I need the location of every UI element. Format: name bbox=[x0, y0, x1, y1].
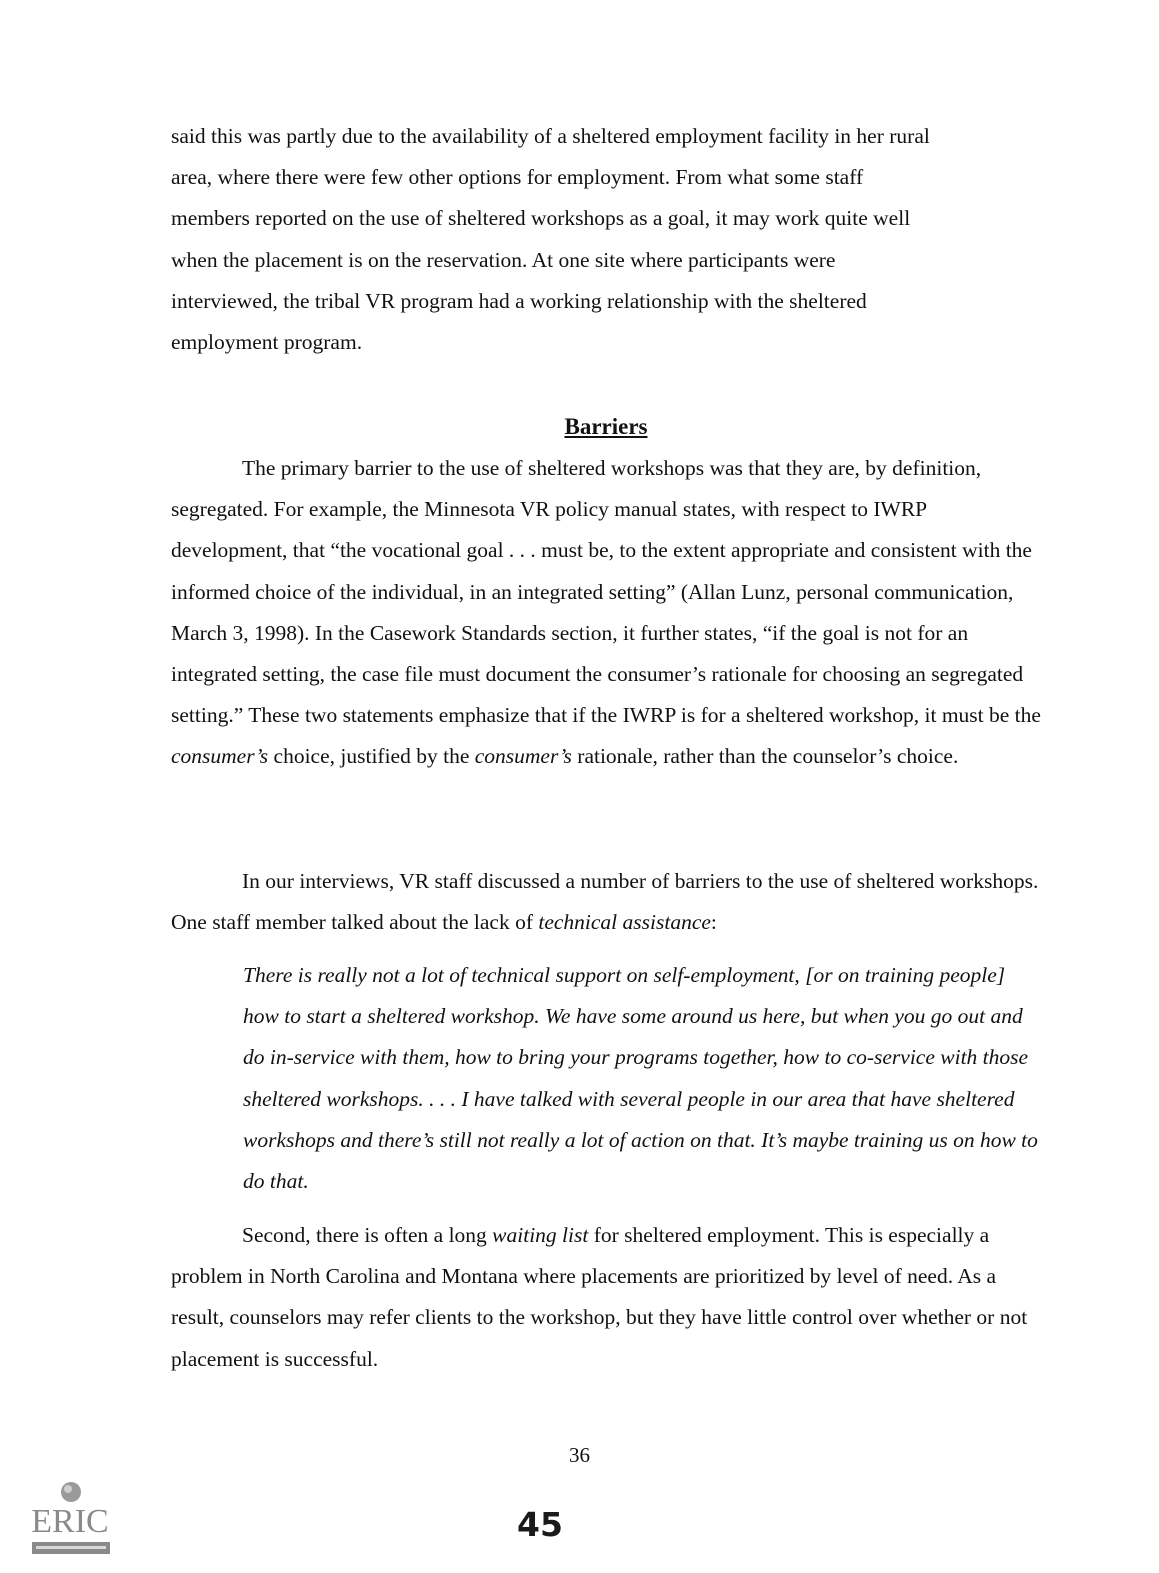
eric-logo-globe-icon bbox=[61, 1482, 81, 1502]
intro-line: interviewed, the tribal VR program had a working relationship with the sheltered bbox=[171, 288, 867, 313]
intro-line: when the placement is on the reservation. At one site where participants were bbox=[171, 247, 836, 272]
intro-paragraph bbox=[171, 116, 1041, 363]
page-number: 36 bbox=[569, 1443, 590, 1467]
paragraph-text: Second, there is often a long bbox=[242, 1223, 493, 1247]
emphasis-text: technical assistance bbox=[538, 910, 711, 935]
intro-line: area, where there were few other options for employment. From what some staff bbox=[171, 165, 864, 190]
paragraph-text: The primary barrier to the use of sheltered workshops was that they are, by definition, segregated. For example, the Minnesota VR policy manual states, with respect to IWRP development, that “the vocational goal . . . must be, to the extent appropriate and consistent with the informed choice of the individual, in an integrated setting” (Allan Lunz, personal communication, March 3, 1998). In the Casework Standards section, it further states, “if the goal is not for an integrated setting, the case file must document the consumer’s rationale for choosing an segregated setting.” These two statements emphasize that if the IWRP is for a sheltered workshop, it must be the bbox=[171, 456, 1041, 728]
barriers-paragraph-2 bbox=[171, 861, 1041, 943]
emphasis-text: waiting list bbox=[492, 1223, 589, 1247]
emphasis-text: consumer’s bbox=[474, 744, 572, 769]
stamp-number: 45 bbox=[517, 1505, 563, 1544]
paragraph-text: rationale, rather than the counselor’s choice. bbox=[571, 744, 959, 769]
eric-logo bbox=[30, 1480, 112, 1560]
intro-line: members reported on the use of sheltered workshops as a goal, it may work quite well bbox=[171, 206, 911, 231]
paragraph-text: In our interviews, VR staff discussed a number of barriers to the use of sheltered workshops. One staff member talked about the lack of bbox=[171, 869, 1039, 935]
interview-quote: There is really not a lot of technical support on self-employment, [or on training people] how to start a sheltered workshop. We have some around us here, but when you go out and do in-service with them, how to bring your programs together, how to co-service with those sheltered workshops. . . . I have talked with several people in our area that have sheltered workshops and there’s still not really a lot of action on that. It’s maybe training us on how to do that. bbox=[243, 963, 1038, 1194]
paragraph-text: for sheltered employment. This is especially a problem in North Carolina and Montana where placements are prioritized by level of need. As a result, counselors may refer clients to the workshop, but they have little control over whether or not placement is successful. bbox=[171, 1223, 1028, 1371]
section-heading: Barriers bbox=[564, 414, 648, 439]
intro-line: said this was partly due to the availability of a sheltered employment facility in her rural bbox=[171, 124, 930, 148]
barriers-paragraph-3 bbox=[171, 1215, 1041, 1380]
paragraph-text: : bbox=[710, 910, 717, 935]
emphasis-text: consumer’s bbox=[171, 744, 269, 769]
barriers-paragraph-1 bbox=[171, 448, 1041, 778]
intro-line: employment program. bbox=[171, 330, 363, 355]
paragraph-text: choice, justified by the bbox=[268, 744, 475, 769]
eric-logo-text: ERIC bbox=[31, 1503, 109, 1540]
